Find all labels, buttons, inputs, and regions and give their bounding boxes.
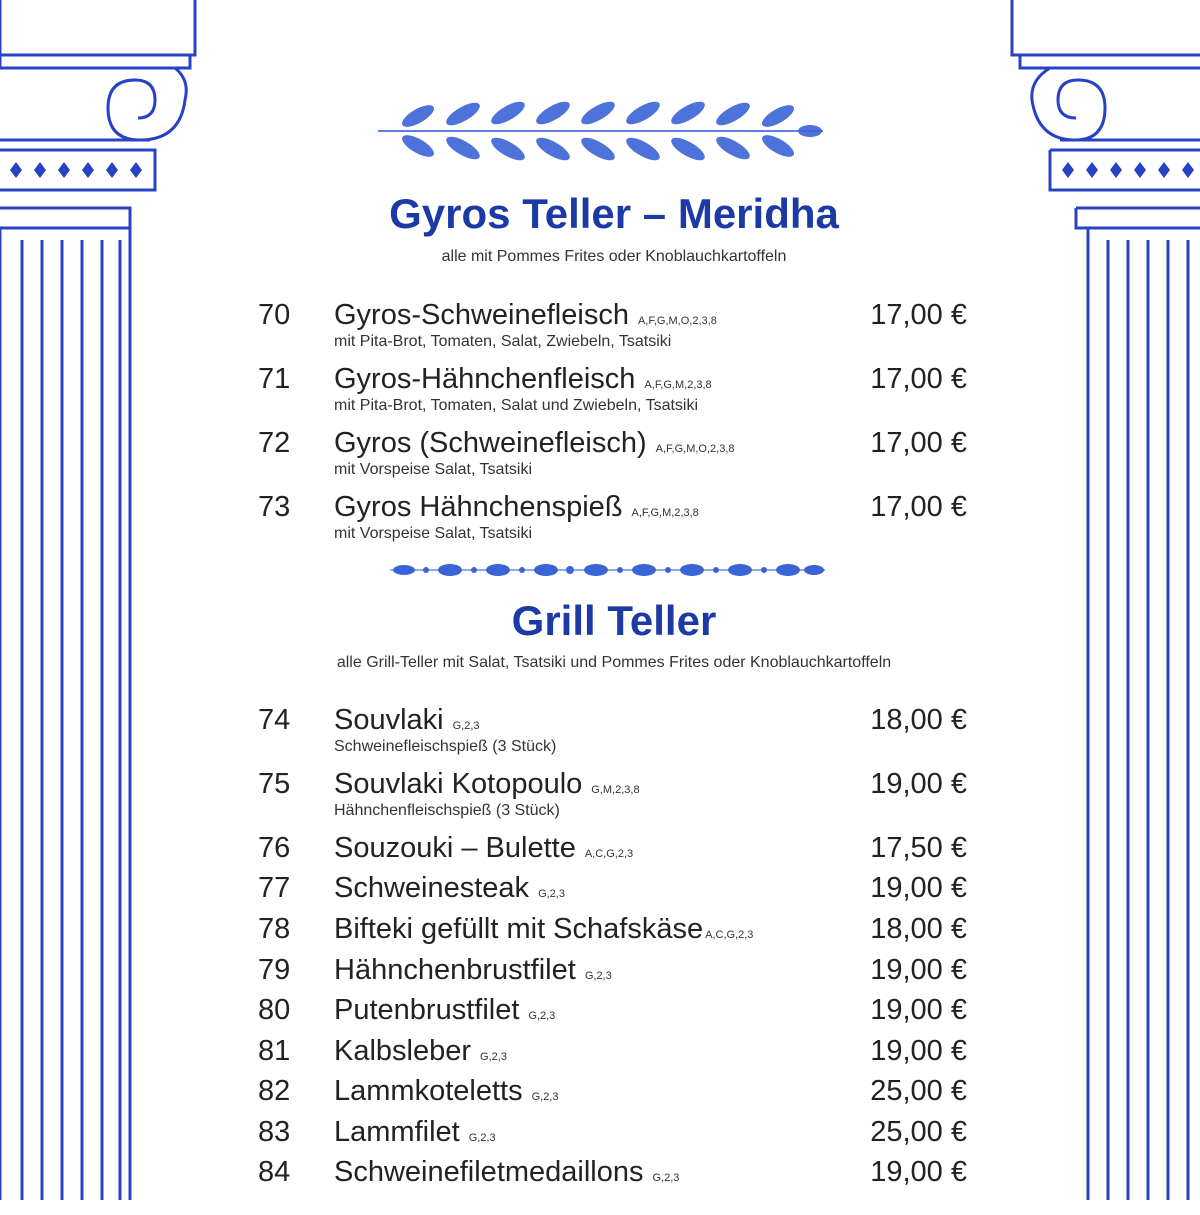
item-name: Hähnchenbrustfilet G,2,3 [334, 954, 612, 986]
item-codes: A,F,G,M,O,2,3,8 [637, 315, 717, 327]
section-title-grill: Grill Teller [511, 597, 717, 644]
item-name: Lammfilet G,2,3 [334, 1116, 496, 1148]
item-codes: G,2,3 [468, 1132, 496, 1144]
item-number: 75 [258, 768, 291, 800]
item-price: 17,00 € [870, 299, 967, 331]
item-description: mit Pita-Brot, Tomaten, Salat und Zwiebeln, Tsatsiki [334, 397, 699, 414]
item-name: Lammkoteletts G,2,3 [334, 1075, 559, 1107]
item-name: Bifteki gefüllt mit Schafskäse A,C,G,2,3 [334, 913, 754, 945]
section-subtitle-grill: alle Grill-Teller mit Salat, Tsatsiki und Pommes Frites oder Knoblauchkartoffeln [336, 654, 892, 671]
item-description: mit Vorspeise Salat, Tsatsiki [334, 525, 533, 542]
item-number: 80 [258, 994, 291, 1026]
menu-item [0, 767, 1200, 827]
item-codes: G,2,3 [528, 1010, 556, 1022]
item-number: 74 [258, 704, 291, 736]
item-price: 19,00 € [870, 872, 967, 904]
item-codes: A,F,G,M,2,3,8 [644, 379, 712, 391]
item-codes: G,2,3 [480, 1051, 507, 1063]
item-codes: G,2,3 [584, 970, 612, 982]
laurel-branch-icon [378, 98, 828, 168]
item-number: 71 [258, 363, 291, 395]
item-description: Hähnchenfleischspieß (3 Stück) [334, 802, 560, 819]
item-number: 79 [258, 954, 291, 986]
item-number: 84 [258, 1156, 291, 1188]
item-codes: A,C,G,2,3 [584, 848, 634, 860]
item-name: Schweinefiletmedaillons G,2,3 [334, 1156, 680, 1188]
leaf-divider-icon [390, 558, 830, 582]
item-number: 77 [258, 872, 291, 904]
item-name: Kalbsleber G,2,3 [334, 1035, 507, 1067]
item-name: Gyros (Schweinefleisch) A,F,G,M,O,2,3,8 [334, 427, 735, 459]
item-price: 19,00 € [870, 1035, 967, 1067]
item-codes: A,F,G,M,O,2,3,8 [655, 443, 735, 455]
item-price: 25,00 € [870, 1075, 967, 1107]
item-codes: A,C,G,2,3 [705, 929, 754, 941]
item-number: 78 [258, 913, 291, 945]
item-price: 17,50 € [870, 832, 967, 864]
item-number: 82 [258, 1075, 291, 1107]
section-subtitle-gyros: alle mit Pommes Frites oder Knoblauchkartoffeln [441, 248, 787, 265]
item-codes: G,M,2,3,8 [591, 784, 640, 796]
item-number: 83 [258, 1116, 291, 1148]
section-title-gyros: Gyros Teller – Meridha [389, 190, 839, 237]
item-name: Souvlaki G,2,3 [334, 704, 480, 736]
item-name: Souvlaki Kotopoulo G,M,2,3,8 [334, 768, 640, 800]
item-codes: G,2,3 [652, 1172, 680, 1184]
item-name: Souzouki – Bulette A,C,G,2,3 [334, 832, 634, 864]
item-price: 19,00 € [870, 994, 967, 1026]
item-number: 72 [258, 427, 291, 459]
item-number: 81 [258, 1035, 291, 1067]
menu-item [0, 298, 1200, 358]
item-name: Gyros-Schweinefleisch A,F,G,M,O,2,3,8 [334, 299, 717, 331]
item-codes: G,2,3 [531, 1091, 559, 1103]
item-price: 19,00 € [870, 1156, 967, 1188]
item-description: mit Pita-Brot, Tomaten, Salat, Zwiebeln, Tsatsiki [334, 333, 672, 350]
item-price: 17,00 € [870, 427, 967, 459]
menu-item [0, 362, 1200, 422]
item-number: 73 [258, 491, 291, 523]
item-codes: G,2,3 [452, 720, 480, 732]
item-codes: G,2,3 [538, 888, 565, 900]
menu-item [0, 490, 1200, 550]
item-price: 19,00 € [870, 768, 967, 800]
item-price: 18,00 € [870, 913, 967, 945]
item-number: 70 [258, 299, 291, 331]
menu-item [0, 1155, 1200, 1215]
item-price: 25,00 € [870, 1116, 967, 1148]
item-price: 18,00 € [870, 704, 967, 736]
item-description: Schweinefleischspieß (3 Stück) [334, 738, 557, 755]
menu-item [0, 703, 1200, 763]
item-price: 17,00 € [870, 363, 967, 395]
item-codes: A,F,G,M,2,3,8 [631, 507, 699, 519]
item-price: 17,00 € [870, 491, 967, 523]
item-name: Putenbrustfilet G,2,3 [334, 994, 556, 1026]
item-price: 19,00 € [870, 954, 967, 986]
item-description: mit Vorspeise Salat, Tsatsiki [334, 461, 533, 478]
item-name: Gyros Hähnchenspieß A,F,G,M,2,3,8 [334, 491, 699, 523]
item-name: Schweinesteak G,2,3 [334, 872, 565, 904]
item-name: Gyros-Hähnchenfleisch A,F,G,M,2,3,8 [334, 363, 712, 395]
item-number: 76 [258, 832, 291, 864]
menu-item [0, 426, 1200, 486]
